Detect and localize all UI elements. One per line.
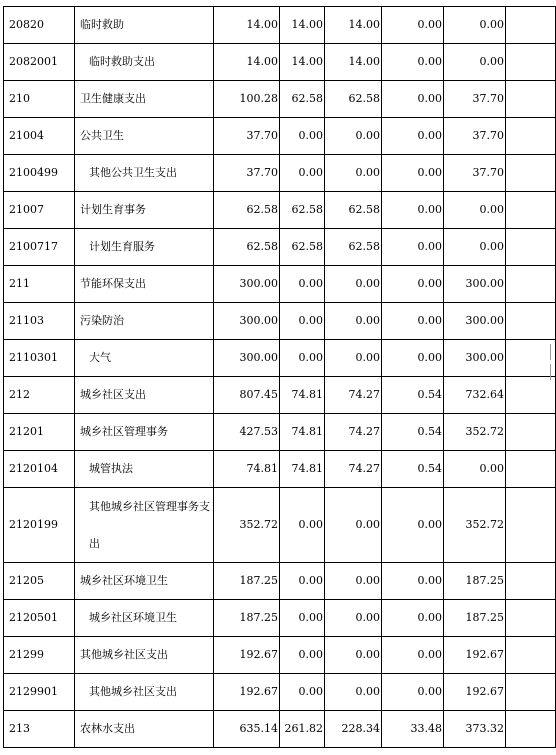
personnel-value: 0.00 — [325, 637, 382, 674]
basic-expenditure-value: 74.81 — [280, 414, 325, 451]
personnel-value: 0.00 — [325, 674, 382, 711]
empty-cell — [506, 451, 556, 488]
subject-name: 农林水支出 — [75, 711, 214, 748]
total-value: 14.00 — [214, 44, 280, 81]
project-expenditure-value: 373.32 — [444, 711, 506, 748]
table-row — [4, 377, 556, 414]
total-value: 300.00 — [214, 303, 280, 340]
public-expense-value: 0.00 — [382, 155, 444, 192]
subject-code: 211 — [4, 266, 75, 303]
subject-code: 2120104 — [4, 451, 75, 488]
total-value: 352.72 — [214, 488, 280, 563]
subject-code: 2120501 — [4, 600, 75, 637]
basic-expenditure-value: 0.00 — [280, 340, 325, 377]
basic-expenditure-value: 0.00 — [280, 303, 325, 340]
empty-cell — [506, 303, 556, 340]
subject-code: 2110301 — [4, 340, 75, 377]
project-expenditure-value: 732.64 — [444, 377, 506, 414]
personnel-value: 74.27 — [325, 451, 382, 488]
personnel-value: 74.27 — [325, 377, 382, 414]
table-body — [4, 7, 556, 748]
subject-code: 212 — [4, 377, 75, 414]
total-value: 635.14 — [214, 711, 280, 748]
public-expense-value: 0.00 — [382, 7, 444, 44]
personnel-value: 0.00 — [325, 155, 382, 192]
public-expense-value: 0.54 — [382, 451, 444, 488]
table-row — [4, 674, 556, 711]
public-expense-value: 0.00 — [382, 192, 444, 229]
personnel-value: 0.00 — [325, 266, 382, 303]
public-expense-value: 0.00 — [382, 81, 444, 118]
personnel-value: 0.00 — [325, 340, 382, 377]
project-expenditure-value: 300.00 — [444, 303, 506, 340]
basic-expenditure-value: 0.00 — [280, 600, 325, 637]
basic-expenditure-value: 62.58 — [280, 192, 325, 229]
public-expense-value: 0.00 — [382, 674, 444, 711]
subject-code: 213 — [4, 711, 75, 748]
table-row — [4, 488, 556, 563]
subject-code: 20820 — [4, 7, 75, 44]
empty-cell — [506, 7, 556, 44]
subject-code: 21007 — [4, 192, 75, 229]
basic-expenditure-value: 0.00 — [280, 155, 325, 192]
basic-expenditure-value: 62.58 — [280, 81, 325, 118]
project-expenditure-value: 192.67 — [444, 674, 506, 711]
subject-code: 21299 — [4, 637, 75, 674]
total-value: 300.00 — [214, 266, 280, 303]
basic-expenditure-value: 0.00 — [280, 637, 325, 674]
total-value: 300.00 — [214, 340, 280, 377]
public-expense-value: 0.00 — [382, 563, 444, 600]
subject-name: 城乡社区支出 — [75, 377, 214, 414]
public-expense-value: 0.54 — [382, 414, 444, 451]
total-value: 807.45 — [214, 377, 280, 414]
total-value: 187.25 — [214, 563, 280, 600]
personnel-value: 0.00 — [325, 600, 382, 637]
empty-cell — [506, 266, 556, 303]
subject-code: 21205 — [4, 563, 75, 600]
personnel-value: 62.58 — [325, 192, 382, 229]
table-row — [4, 229, 556, 266]
public-expense-value: 0.54 — [382, 377, 444, 414]
empty-cell — [506, 192, 556, 229]
empty-cell — [506, 637, 556, 674]
basic-expenditure-value: 0.00 — [280, 118, 325, 155]
project-expenditure-value: 187.25 — [444, 600, 506, 637]
total-value: 62.58 — [214, 229, 280, 266]
personnel-value: 74.27 — [325, 414, 382, 451]
table-row — [4, 414, 556, 451]
subject-name: 污染防治 — [75, 303, 214, 340]
table-row — [4, 266, 556, 303]
public-expense-value: 0.00 — [382, 118, 444, 155]
subject-name: 其他公共卫生支出 — [75, 155, 214, 192]
basic-expenditure-value: 261.82 — [280, 711, 325, 748]
empty-cell — [506, 81, 556, 118]
basic-expenditure-value: 0.00 — [280, 488, 325, 563]
table-row — [4, 303, 556, 340]
table-row — [4, 155, 556, 192]
public-expense-value: 0.00 — [382, 266, 444, 303]
empty-cell — [506, 600, 556, 637]
total-value: 192.67 — [214, 674, 280, 711]
empty-cell — [506, 377, 556, 414]
public-expense-value: 0.00 — [382, 488, 444, 563]
table-row — [4, 637, 556, 674]
table-row — [4, 340, 556, 377]
page-edge-mark — [550, 364, 555, 380]
basic-expenditure-value: 14.00 — [280, 44, 325, 81]
total-value: 37.70 — [214, 155, 280, 192]
project-expenditure-value: 352.72 — [444, 488, 506, 563]
public-expense-value: 0.00 — [382, 600, 444, 637]
subject-name: 节能环保支出 — [75, 266, 214, 303]
subject-name: 大气 — [75, 340, 214, 377]
total-value: 427.53 — [214, 414, 280, 451]
personnel-value: 14.00 — [325, 7, 382, 44]
personnel-value: 14.00 — [325, 44, 382, 81]
table-row — [4, 118, 556, 155]
subject-name: 临时救助 — [75, 7, 214, 44]
empty-cell — [506, 340, 556, 377]
project-expenditure-value: 37.70 — [444, 118, 506, 155]
subject-name: 临时救助支出 — [75, 44, 214, 81]
public-expense-value: 0.00 — [382, 229, 444, 266]
subject-name: 计划生育事务 — [75, 192, 214, 229]
total-value: 14.00 — [214, 7, 280, 44]
table-row — [4, 7, 556, 44]
public-expense-value: 0.00 — [382, 340, 444, 377]
project-expenditure-value: 192.67 — [444, 637, 506, 674]
project-expenditure-value: 352.72 — [444, 414, 506, 451]
subject-code: 21201 — [4, 414, 75, 451]
project-expenditure-value: 300.00 — [444, 340, 506, 377]
subject-code: 210 — [4, 81, 75, 118]
public-expense-value: 0.00 — [382, 637, 444, 674]
expenditure-table — [3, 6, 556, 748]
table-row — [4, 81, 556, 118]
basic-expenditure-value: 0.00 — [280, 563, 325, 600]
project-expenditure-value: 300.00 — [444, 266, 506, 303]
subject-name: 其他城乡社区支出 — [75, 637, 214, 674]
project-expenditure-value: 187.25 — [444, 563, 506, 600]
project-expenditure-value: 0.00 — [444, 451, 506, 488]
table-row — [4, 451, 556, 488]
project-expenditure-value: 0.00 — [444, 229, 506, 266]
subject-name: 公共卫生 — [75, 118, 214, 155]
subject-name: 城管执法 — [75, 451, 214, 488]
subject-code: 21103 — [4, 303, 75, 340]
table-row — [4, 711, 556, 748]
basic-expenditure-value: 62.58 — [280, 229, 325, 266]
empty-cell — [506, 44, 556, 81]
subject-code: 2082001 — [4, 44, 75, 81]
empty-cell — [506, 488, 556, 563]
empty-cell — [506, 674, 556, 711]
total-value: 187.25 — [214, 600, 280, 637]
subject-name: 计划生育服务 — [75, 229, 214, 266]
personnel-value: 62.58 — [325, 81, 382, 118]
subject-code: 2100499 — [4, 155, 75, 192]
personnel-value: 228.34 — [325, 711, 382, 748]
table-row — [4, 192, 556, 229]
subject-code: 21004 — [4, 118, 75, 155]
personnel-value: 0.00 — [325, 118, 382, 155]
basic-expenditure-value: 74.81 — [280, 451, 325, 488]
table-row — [4, 44, 556, 81]
project-expenditure-value: 0.00 — [444, 192, 506, 229]
empty-cell — [506, 414, 556, 451]
empty-cell — [506, 563, 556, 600]
empty-cell — [506, 118, 556, 155]
total-value: 37.70 — [214, 118, 280, 155]
project-expenditure-value: 37.70 — [444, 81, 506, 118]
personnel-value: 0.00 — [325, 303, 382, 340]
basic-expenditure-value: 0.00 — [280, 674, 325, 711]
personnel-value: 0.00 — [325, 488, 382, 563]
empty-cell — [506, 155, 556, 192]
public-expense-value: 0.00 — [382, 303, 444, 340]
table-row — [4, 563, 556, 600]
table-row — [4, 600, 556, 637]
empty-cell — [506, 711, 556, 748]
personnel-value: 62.58 — [325, 229, 382, 266]
empty-cell — [506, 229, 556, 266]
subject-code: 2129901 — [4, 674, 75, 711]
public-expense-value: 33.48 — [382, 711, 444, 748]
total-value: 62.58 — [214, 192, 280, 229]
project-expenditure-value: 0.00 — [444, 44, 506, 81]
project-expenditure-value: 37.70 — [444, 155, 506, 192]
subject-name: 其他城乡社区管理事务支出 — [75, 488, 214, 563]
subject-name: 城乡社区环境卫生 — [75, 563, 214, 600]
subject-name: 卫生健康支出 — [75, 81, 214, 118]
personnel-value: 0.00 — [325, 563, 382, 600]
basic-expenditure-value: 14.00 — [280, 7, 325, 44]
subject-name: 城乡社区管理事务 — [75, 414, 214, 451]
basic-expenditure-value: 74.81 — [280, 377, 325, 414]
subject-code: 2120199 — [4, 488, 75, 563]
subject-code: 2100717 — [4, 229, 75, 266]
public-expense-value: 0.00 — [382, 44, 444, 81]
total-value: 192.67 — [214, 637, 280, 674]
project-expenditure-value: 0.00 — [444, 7, 506, 44]
basic-expenditure-value: 0.00 — [280, 266, 325, 303]
total-value: 100.28 — [214, 81, 280, 118]
subject-name: 城乡社区环境卫生 — [75, 600, 214, 637]
total-value: 74.81 — [214, 451, 280, 488]
page-edge-mark — [550, 344, 555, 360]
subject-name: 其他城乡社区支出 — [75, 674, 214, 711]
